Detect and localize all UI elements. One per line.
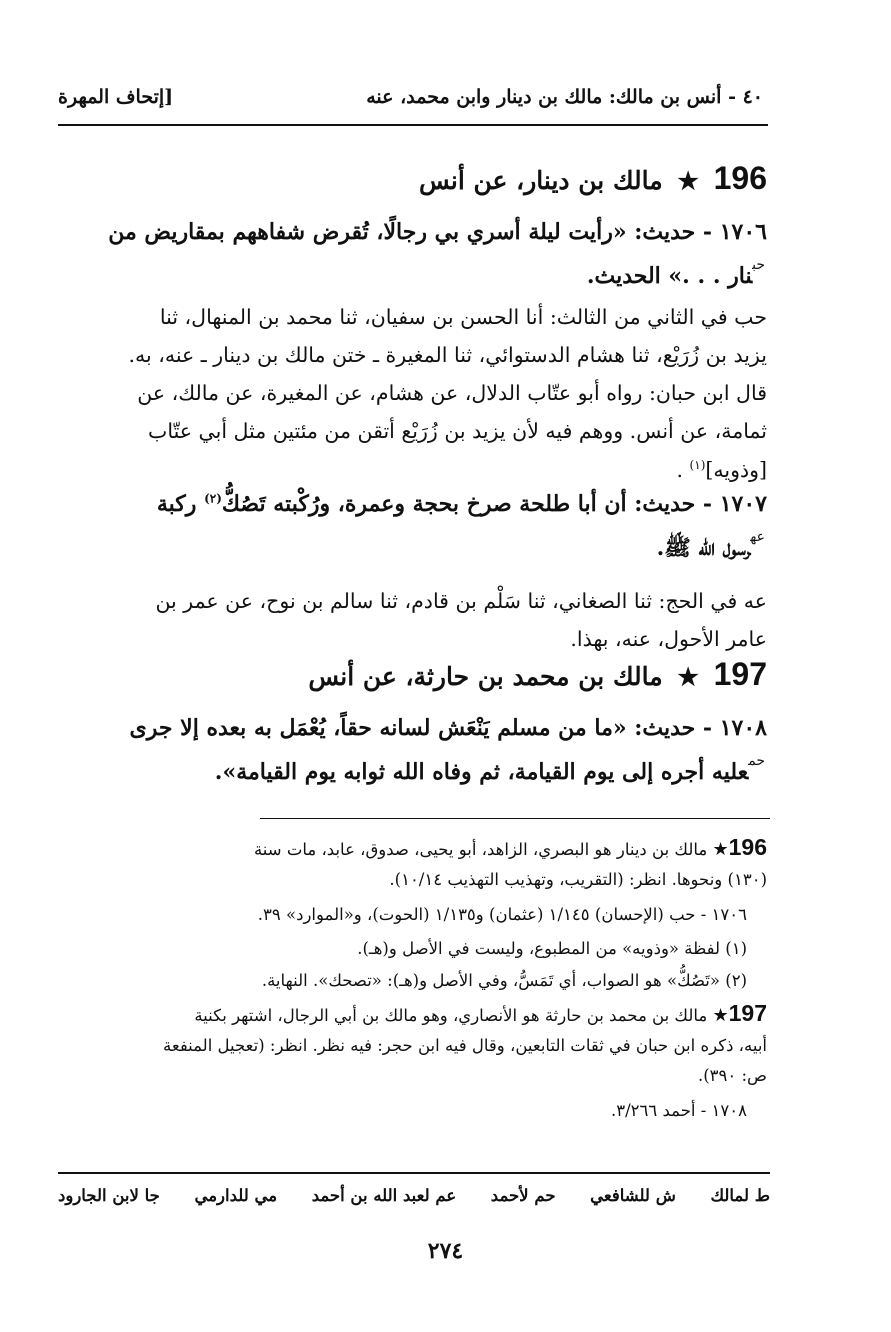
hadith-number: ١٧٠٦	[719, 219, 767, 245]
footnote-mark: (٢)	[204, 491, 222, 506]
section-title: مالك بن محمد بن حارثة، عن أنس	[308, 662, 663, 691]
footnote-text: مالك بن دينار هو البصري، الزاهد، أبو يحيى، صدوق، عابد، مات سنة	[253, 840, 708, 859]
hadith-1707	[59, 482, 767, 573]
isnad-1706	[59, 298, 767, 489]
isnad-line: عامر الأحول، عنه، بهذا.	[570, 627, 767, 651]
hadith-text: - حديث: «ما من مسلم يَنْعَش لسانه حقاً، يُعْمَل به بعده إلا جرى	[129, 715, 713, 741]
abbreviation-key	[58, 1186, 770, 1205]
star-icon: ★	[677, 166, 699, 195]
section-number: 196	[713, 160, 767, 196]
footnote-line: (١٣٠) ونحوها. انظر: (التقريب، وتهذيب التهذيب ١٠/١٤).	[389, 870, 767, 889]
star-icon: ★	[712, 839, 729, 860]
abbreviation-item: حم لأحمد	[490, 1186, 556, 1205]
isnad-line: [وذويه]$^{(١)}$ .	[676, 457, 767, 482]
footnote-1706: ١٧٠٦ - حب (الإحسان) ١/١٤٥ (عثمان) و١/١٣٥ (الحوت)، و«الموارد» ٣٩.	[257, 905, 747, 924]
abbreviation-rule	[58, 1172, 770, 1174]
footnote-section-number: 197	[728, 1000, 767, 1026]
isnad-line: عه في الحج: ثنا الصغاني، ثنا سَلْم بن قادم، ثنا سالم بن نوح، عن عمر بن	[155, 589, 767, 613]
abbreviation-item: جا لابن الجارود	[58, 1186, 160, 1205]
isnad-line: ثمامة، عن أنس. ووهم فيه لأن يزيد بن زُرَيْع أتقن من مئتين مثل أبي عتّاب	[148, 419, 767, 443]
footnote-197	[59, 998, 767, 1091]
running-header-book: [إتحاف المهرة	[58, 86, 174, 108]
abbreviation-item: عم لعبد الله بن أحمد	[311, 1186, 457, 1205]
source-siglum: عه	[750, 529, 765, 545]
star-icon: ★	[677, 662, 699, 691]
footnote-2: (٢) «تَصُكُّ» هو الصواب، أي تَمَسُّ، وفي الأصل و(هـ): «تصحك». النهاية.	[261, 971, 747, 990]
hadith-text-continued: نار . . .» الحديث.	[586, 263, 753, 289]
footnote-rule	[260, 818, 770, 819]
source-siglum: حم	[748, 753, 765, 769]
abbreviation-item: مي للدارمي	[194, 1186, 278, 1205]
hadith-text: - حديث: «رأيت ليلة أسري بي رجالًا، تُقرض شفاههم بمقاريض من	[108, 219, 713, 245]
hadith-text: - حديث: أن أبا طلحة صرخ بحجة وعمرة، ورُكْبته تَصُكُّ	[221, 491, 713, 517]
footnote-196	[59, 832, 767, 895]
section-title: مالك بن دينار، عن أنس	[419, 166, 663, 195]
footnote-line: ص: ٣٩٠).	[697, 1066, 767, 1085]
hadith-number: ١٧٠٧	[719, 491, 767, 517]
abbreviation-item: ش للشافعي	[590, 1186, 676, 1205]
isnad-text: [وذويه]	[705, 457, 767, 482]
isnad-line: قال ابن حبان: رواه أبو عتّاب الدلال، عن هشام، عن المغيرة، عن مالك، عن	[137, 381, 767, 405]
hadith-number: ١٧٠٨	[719, 715, 767, 741]
hadith-text-end: ركبة	[156, 491, 197, 517]
hadith-text-continued: عليه أجره إلى يوم القيامة، ثم وفاه الله ثوابه يوم القيامة».	[214, 759, 749, 785]
hadith-1708	[59, 706, 767, 797]
abbreviation-item: ط لمالك	[710, 1186, 770, 1205]
isnad-line: حب في الثاني من الثالث: أنا الحسن بن سفيان، ثنا محمد بن المنهال، ثنا	[159, 305, 767, 329]
header-chapter-number: ٤٠	[742, 86, 763, 108]
section-number: 197	[713, 656, 767, 692]
footnote-line	[59, 998, 767, 1031]
header-chapter-text: - أنس بن مالك: مالك بن دينار وابن محمد، عنه	[366, 86, 736, 108]
isnad-1707	[59, 582, 767, 658]
page-number: ٢٧٤	[427, 1238, 464, 1264]
hadith-1706	[59, 210, 767, 301]
footnote-text: مالك بن محمد بن حارثة هو الأنصاري، وهو مالك بن أبي الرجال، اشتهر بكنية	[194, 1006, 708, 1025]
footnote-1: (١) لفظة «وذويه» من المطبوع، وليست في الأصل و(هـ).	[357, 939, 747, 958]
section-heading-196	[127, 160, 767, 197]
footnote-line: أبيه، ذكره ابن حبان في ثقات التابعين، وقال فيه ابن حجر: فيه نظر. انظر: (تعجيل المنفعة	[163, 1036, 767, 1055]
section-heading-197	[127, 656, 767, 693]
footnote-mark: (١)	[689, 458, 706, 472]
footnote-section-number: 196	[728, 834, 767, 860]
running-header-title	[293, 86, 763, 108]
footnote-line	[59, 832, 767, 865]
hadith-text-continued: رسول الله ﷺ.	[656, 535, 751, 561]
isnad-line: يزيد بن زُرَيْع، ثنا هشام الدستوائي، ثنا المغيرة ـ ختن مالك بن دينار ـ عنه، به.	[128, 343, 767, 367]
header-rule	[58, 124, 768, 126]
footnote-1708: ١٧٠٨ - أحمد ٣/٢٦٦.	[610, 1101, 747, 1120]
source-siglum: حب	[752, 257, 765, 273]
star-icon: ★	[712, 1005, 729, 1026]
